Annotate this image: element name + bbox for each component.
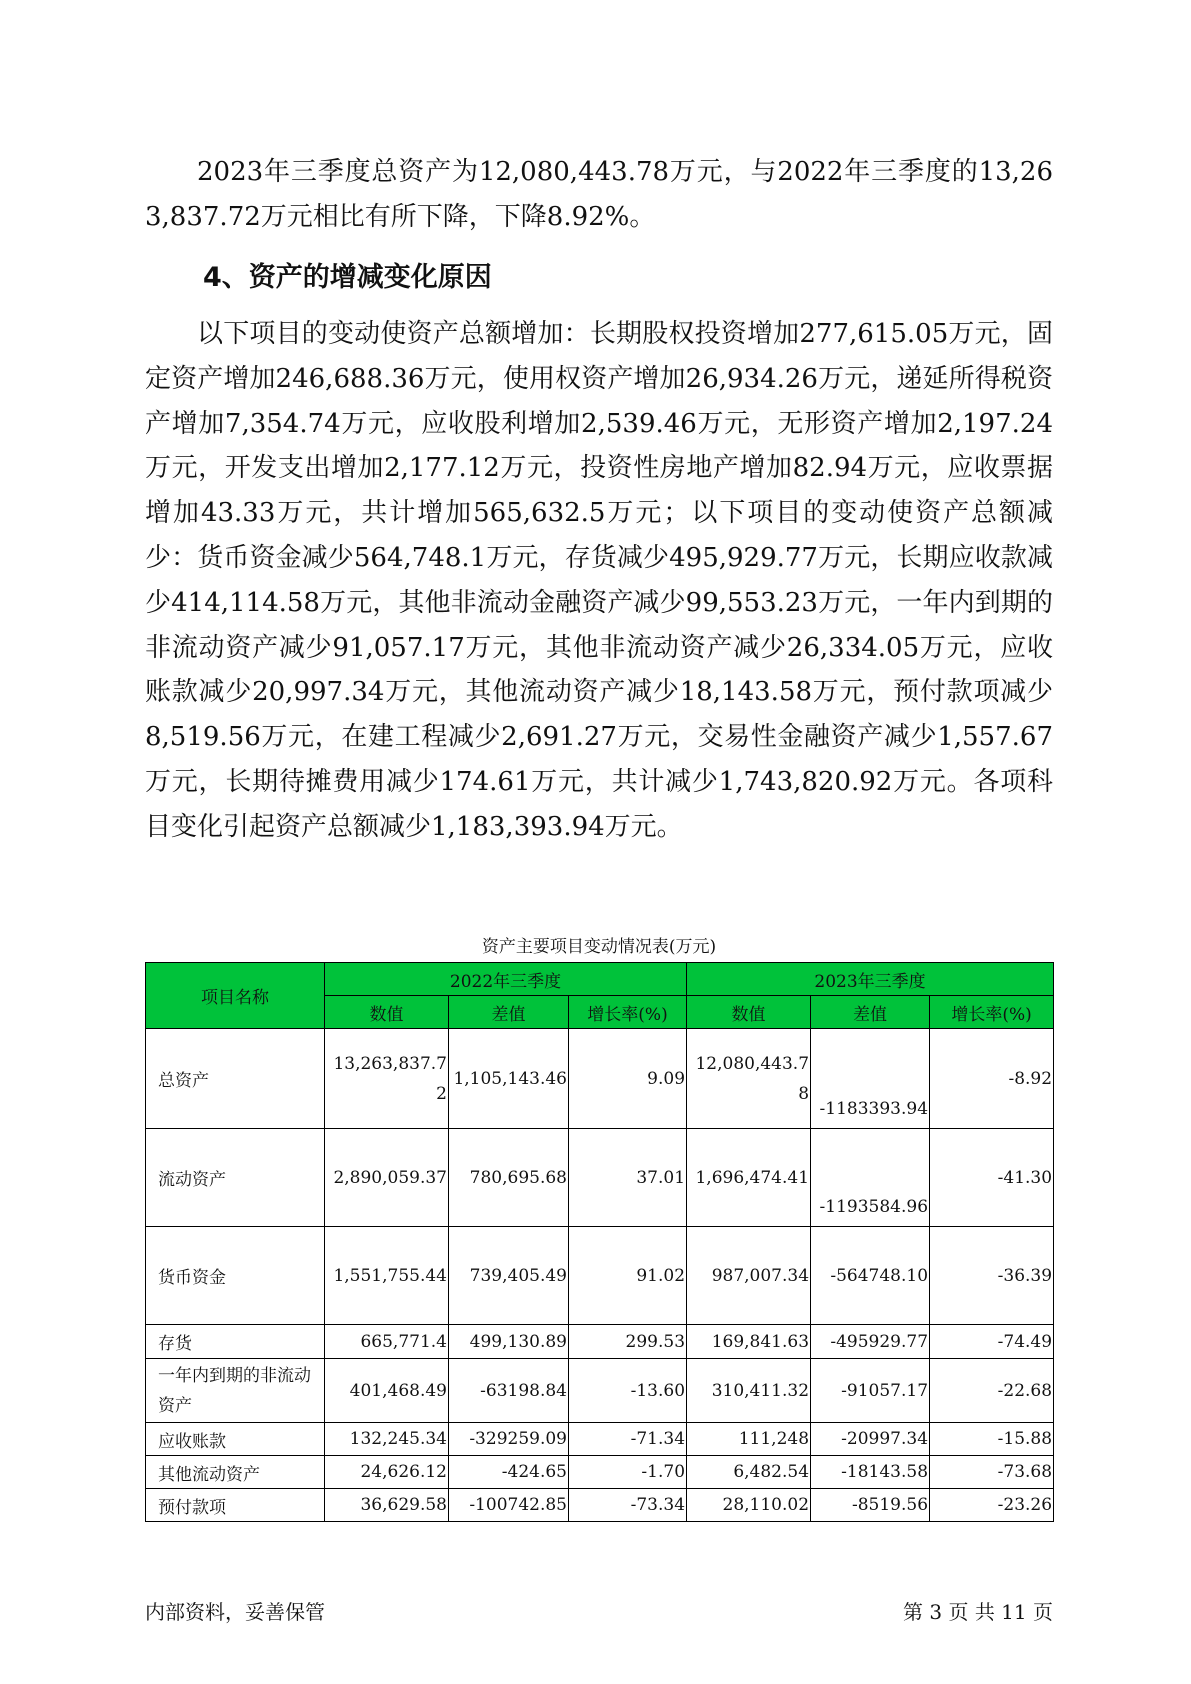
cell-value-2022: 1,551,755.44 bbox=[325, 1227, 449, 1325]
row-name: 流动资产 bbox=[146, 1129, 325, 1227]
table-row bbox=[146, 1029, 1054, 1129]
table-row bbox=[146, 1325, 1054, 1359]
cell-diff-2023: -18143.58 bbox=[811, 1456, 930, 1489]
row-name: 其他流动资产 bbox=[146, 1456, 325, 1489]
header-value-2023: 数值 bbox=[687, 996, 811, 1029]
table-row bbox=[146, 1489, 1054, 1522]
cell-value-2022: 401,468.49 bbox=[325, 1359, 449, 1423]
cell-rate-2023: -22.68 bbox=[930, 1359, 1054, 1423]
cell-diff-2023: -91057.17 bbox=[811, 1359, 930, 1423]
analysis-paragraph-text: 以下项目的变动使资产总额增加：长期股权投资增加277,615.05万元，固定资产增加246,688.36万元，使用权资产增加26,934.26万元，递延所得税资产增加7,354.74万元，应收股利增加2,539.46万元，无形资产增加2,197.24万元，开发支出增加2,177.12万元，投资性房地产增加82.94万元，应收票据增加43.33万元，共计增加565,632.5万元；以下项目的变动使资产总额减少：货币资金减少564,748.1万元，存货减少495,929.77万元，长期应收款减少414,114.58万元，其他非流动金融资产减少99,553.23万元，一年内到期的非流动资产减少91,057.17万元，其他非流动资产减少26,334.05万元，应收账款减少20,997.34万元，其他流动资产减少18,143.58万元，预付款项减少8,519.56万元，在建工程减少2,691.27万元，交易性金融资产减少1,557.67万元，长期待摊费用减少174.61万元，共计减少1,743,820.92万元。各项科目变化引起资产总额减少1,183,393.94万元。 bbox=[145, 319, 1053, 842]
cell-rate-2022: -71.34 bbox=[569, 1423, 687, 1456]
cell-diff-2023: -1193584.96 bbox=[811, 1129, 930, 1227]
cell-diff-2022: 780,695.68 bbox=[449, 1129, 569, 1227]
cell-value-2023: 987,007.34 bbox=[687, 1227, 811, 1325]
table-row bbox=[146, 1359, 1054, 1423]
asset-change-table bbox=[145, 962, 1054, 1522]
cell-rate-2022: 91.02 bbox=[569, 1227, 687, 1325]
header-rate-2023: 增长率(%) bbox=[930, 996, 1054, 1029]
row-name: 一年内到期的非流动资产 bbox=[146, 1359, 325, 1423]
cell-rate-2023: -23.26 bbox=[930, 1489, 1054, 1522]
cell-value-2023: 6,482.54 bbox=[687, 1456, 811, 1489]
cell-value-2023: 310,411.32 bbox=[687, 1359, 811, 1423]
cell-diff-2022: -63198.84 bbox=[449, 1359, 569, 1423]
intro-paragraph-text: 2023年三季度总资产为12,080,443.78万元，与2022年三季度的13,263,837.72万元相比有所下降，下降8.92%。 bbox=[145, 157, 1053, 232]
footer-confidential-note: 内部资料，妥善保管 bbox=[145, 1600, 325, 1624]
header-period-2023: 2023年三季度 bbox=[687, 963, 1054, 996]
header-period-2022: 2022年三季度 bbox=[325, 963, 687, 996]
row-name: 预付款项 bbox=[146, 1489, 325, 1522]
intro-paragraph bbox=[145, 150, 1053, 240]
row-name: 总资产 bbox=[146, 1029, 325, 1129]
cell-rate-2023: -15.88 bbox=[930, 1423, 1054, 1456]
cell-diff-2022: -100742.85 bbox=[449, 1489, 569, 1522]
header-diff-2022: 差值 bbox=[449, 996, 569, 1029]
table-caption: 资产主要项目变动情况表(万元) bbox=[481, 937, 717, 957]
cell-rate-2023: -73.68 bbox=[930, 1456, 1054, 1489]
cell-value-2023: 1,696,474.41 bbox=[687, 1129, 811, 1227]
cell-rate-2022: 37.01 bbox=[569, 1129, 687, 1227]
cell-value-2023: 28,110.02 bbox=[687, 1489, 811, 1522]
cell-diff-2023: -564748.10 bbox=[811, 1227, 930, 1325]
cell-value-2023: 169,841.63 bbox=[687, 1325, 811, 1359]
table-row bbox=[146, 1423, 1054, 1456]
header-item-name: 项目名称 bbox=[146, 963, 325, 1029]
cell-diff-2023: -8519.56 bbox=[811, 1489, 930, 1522]
cell-value-2022: 2,890,059.37 bbox=[325, 1129, 449, 1227]
cell-value-2022: 24,626.12 bbox=[325, 1456, 449, 1489]
cell-diff-2023: -1183393.94 bbox=[811, 1029, 930, 1129]
cell-diff-2022: 499,130.89 bbox=[449, 1325, 569, 1359]
cell-rate-2023: -41.30 bbox=[930, 1129, 1054, 1227]
cell-value-2022: 36,629.58 bbox=[325, 1489, 449, 1522]
cell-rate-2022: -73.34 bbox=[569, 1489, 687, 1522]
cell-diff-2023: -20997.34 bbox=[811, 1423, 930, 1456]
cell-value-2022: 13,263,837.72 bbox=[325, 1029, 449, 1129]
cell-rate-2023: -8.92 bbox=[930, 1029, 1054, 1129]
table-row bbox=[146, 1456, 1054, 1489]
table-row bbox=[146, 1227, 1054, 1325]
row-name: 存货 bbox=[146, 1325, 325, 1359]
cell-diff-2022: -329259.09 bbox=[449, 1423, 569, 1456]
cell-diff-2022: 1,105,143.46 bbox=[449, 1029, 569, 1129]
section-heading: 4、资产的增减变化原因 bbox=[203, 262, 492, 293]
cell-rate-2023: -74.49 bbox=[930, 1325, 1054, 1359]
cell-value-2022: 665,771.4 bbox=[325, 1325, 449, 1359]
cell-rate-2022: 9.09 bbox=[569, 1029, 687, 1129]
cell-rate-2023: -36.39 bbox=[930, 1227, 1054, 1325]
row-name: 应收账款 bbox=[146, 1423, 325, 1456]
cell-diff-2022: -424.65 bbox=[449, 1456, 569, 1489]
cell-value-2023: 111,248 bbox=[687, 1423, 811, 1456]
row-name: 货币资金 bbox=[146, 1227, 325, 1325]
header-diff-2023: 差值 bbox=[811, 996, 930, 1029]
header-rate-2022: 增长率(%) bbox=[569, 996, 687, 1029]
cell-rate-2022: -13.60 bbox=[569, 1359, 687, 1423]
table-row bbox=[146, 1129, 1054, 1227]
cell-rate-2022: 299.53 bbox=[569, 1325, 687, 1359]
header-value-2022: 数值 bbox=[325, 996, 449, 1029]
cell-diff-2023: -495929.77 bbox=[811, 1325, 930, 1359]
cell-value-2022: 132,245.34 bbox=[325, 1423, 449, 1456]
footer-page-number: 第 3 页 共 11 页 bbox=[903, 1600, 1053, 1624]
cell-value-2023: 12,080,443.78 bbox=[687, 1029, 811, 1129]
cell-rate-2022: -1.70 bbox=[569, 1456, 687, 1489]
analysis-paragraph bbox=[145, 312, 1053, 850]
cell-diff-2022: 739,405.49 bbox=[449, 1227, 569, 1325]
